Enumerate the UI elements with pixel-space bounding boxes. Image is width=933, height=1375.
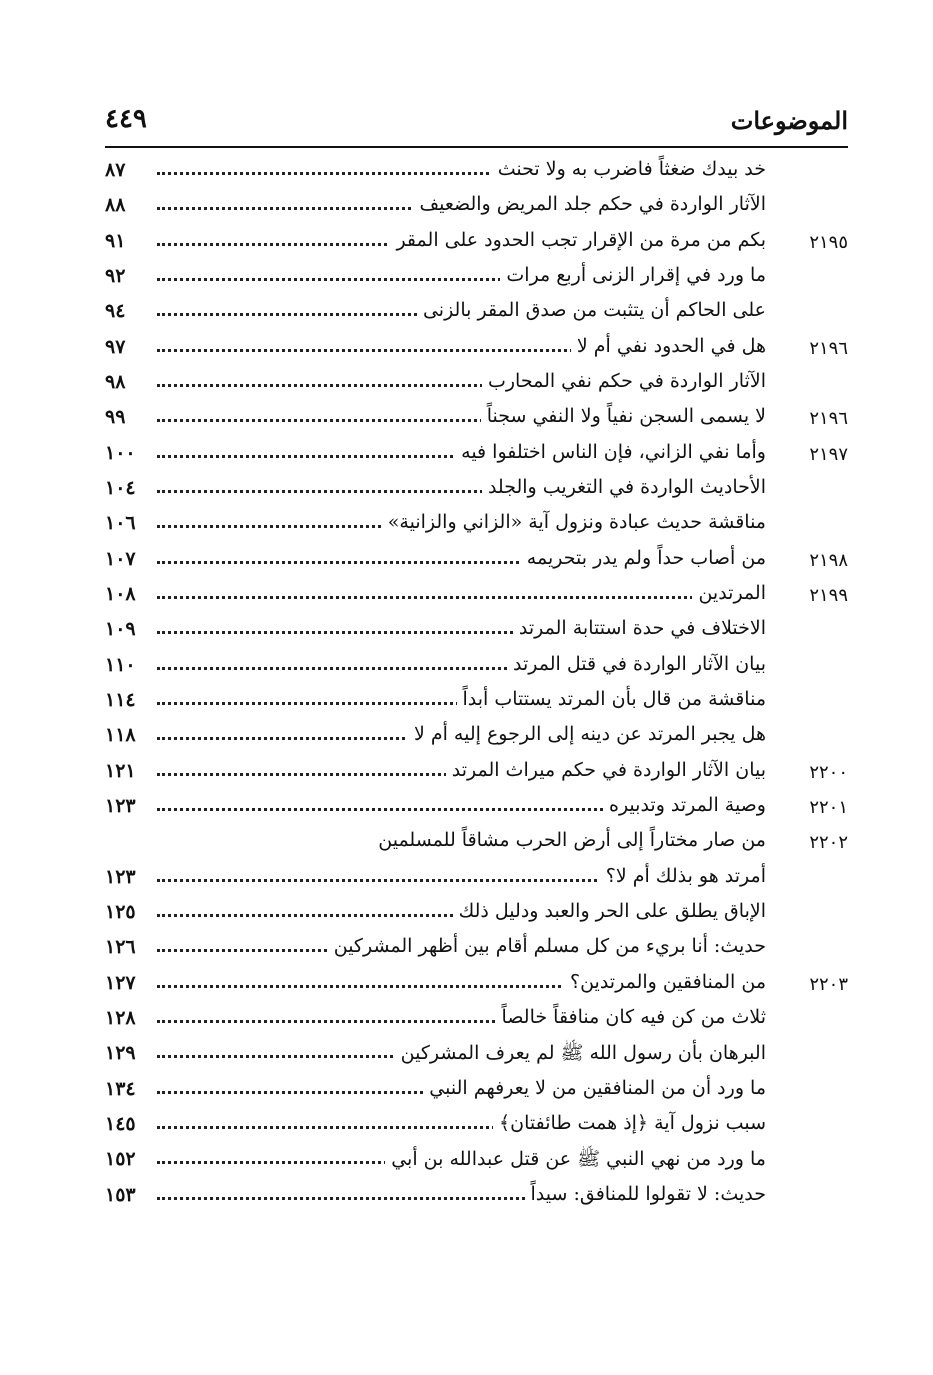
issue-number: ٢١٩٩ [809, 584, 848, 606]
topic-title: من صار مختاراً إلى أرض الحرب مشاقاً للمسلمين [372, 829, 766, 851]
topic-title: الأحاديث الواردة في التغريب والجلد [482, 476, 766, 498]
topic-page-number: ١١٠ [105, 653, 136, 676]
issue-number: ٢٢٠١ [809, 796, 848, 818]
issue-number: ٢١٩٥ [809, 231, 848, 253]
topic-page-number: ١١٤ [105, 688, 136, 711]
topic-title: بيان الآثار الواردة في حكم ميراث المرتد [446, 759, 766, 781]
toc-row [105, 191, 848, 225]
toc-row [105, 757, 848, 791]
topic-title: هل في الحدود نفي أم لا [571, 335, 766, 357]
page-number: ٤٤٩ [105, 104, 147, 134]
topic-page-number: ٨٨ [105, 194, 126, 217]
topic-title: الاختلاف في حدة استتابة المرتد [513, 617, 766, 639]
issue-number: ٢١٩٦ [809, 337, 848, 359]
topic-page-number: ٩٨ [105, 370, 126, 393]
topic-title: ثلاث من كن فيه كان منافقاً خالصاً [496, 1006, 766, 1028]
topic-title: حديث: لا تقولوا للمنافق: سيداً [525, 1183, 766, 1205]
toc-row [105, 1181, 848, 1215]
topic-page-number: ٩٩ [105, 406, 126, 429]
topic-page-number: ٩٢ [105, 264, 126, 287]
toc-row [105, 827, 848, 861]
issue-number: ٢١٩٧ [809, 443, 848, 465]
toc-row [105, 474, 848, 508]
issue-number: ٢١٩٦ [809, 408, 848, 430]
topic-title: ما ورد أن من المنافقين من لا يعرفهم النبي [423, 1077, 766, 1099]
topic-page-number: ١٠٦ [105, 512, 136, 535]
toc-row [105, 403, 848, 437]
topic-title: بيان الآثار الواردة في قتل المرتد [507, 653, 766, 675]
topic-title: من أصاب حداً ولم يدر بتحريمه [521, 547, 766, 569]
toc-row [105, 1110, 848, 1144]
toc-row [105, 1145, 848, 1179]
topic-title: ما ورد في إقرار الزنى أربع مرات [500, 264, 766, 286]
issue-number: ٢٢٠٢ [809, 832, 848, 854]
toc-row [105, 1039, 848, 1073]
topic-page-number: ٩١ [105, 229, 126, 252]
toc-row [105, 651, 848, 685]
topic-page-number: ١٢٣ [105, 865, 136, 888]
toc-row [105, 368, 848, 402]
page-title: الموضوعات [730, 106, 848, 135]
toc-row [105, 262, 848, 296]
topic-page-number: ١٢٨ [105, 1006, 136, 1029]
toc-row [105, 297, 848, 331]
toc-row [105, 686, 848, 720]
toc-row [105, 439, 848, 473]
topic-title: مناقشة حديث عبادة ونزول آية «الزاني والزانية» [382, 511, 766, 533]
topic-title: الآثار الواردة في حكم جلد المريض والضعيف [413, 193, 766, 215]
topic-page-number: ١٠٠ [105, 441, 136, 464]
topic-page-number: ١٢٧ [105, 971, 136, 994]
toc-row [105, 615, 848, 649]
topic-page-number: ١١٨ [105, 724, 136, 747]
toc-row [105, 545, 848, 579]
toc-row [105, 1075, 848, 1109]
topic-title: سبب نزول آية ﴿إذ همت طائفتان﴾ [493, 1112, 766, 1134]
topic-page-number: ١٢١ [105, 759, 136, 782]
topic-title: وأما نفي الزاني، فإن الناس اختلفوا فيه [455, 441, 766, 463]
header-rule [105, 146, 848, 148]
topic-page-number: ١٢٦ [105, 936, 136, 959]
topic-page-number: ٩٧ [105, 335, 126, 358]
topic-page-number: ١٤٥ [105, 1112, 136, 1135]
topic-title: المرتدين [692, 582, 766, 604]
topic-page-number: ١٣٤ [105, 1077, 136, 1100]
topic-title: بكم من مرة من الإقرار تجب الحدود على المقر [390, 229, 766, 251]
topic-page-number: ١٢٥ [105, 900, 136, 923]
topic-title: أمرتد هو بذلك أم لا؟ [600, 865, 766, 887]
toc-row [105, 898, 848, 932]
toc-row [105, 721, 848, 755]
dot-leader [157, 596, 758, 599]
toc-row [105, 156, 848, 190]
topic-page-number: ٨٧ [105, 159, 126, 181]
toc-row [105, 509, 848, 543]
topic-title: لا يسمى السجن نفياً ولا النفي سجناً [481, 405, 766, 427]
toc-row [105, 333, 848, 367]
topic-title: ما ورد من نهي النبي ﷺ عن قتل عبدالله بن أبي [385, 1147, 766, 1175]
topic-title: من المنافقين والمرتدين؟ [564, 971, 766, 993]
topic-page-number: ٩٤ [105, 300, 126, 323]
topic-page-number: ١٠٩ [105, 618, 136, 641]
topic-page-number: ١٠٨ [105, 582, 136, 605]
issue-number: ٢١٩٨ [809, 549, 848, 571]
topic-title: الآثار الواردة في حكم نفي المحارب [482, 370, 766, 392]
topic-title: حديث: أنا بريء من كل مسلم أقام بين أظهر المشركين [328, 935, 766, 957]
topic-page-number: ١٢٣ [105, 794, 136, 817]
topic-title: الإباق يطلق على الحر والعبد ودليل ذلك [453, 900, 766, 922]
topic-title: وصية المرتد وتدبيره [603, 794, 766, 816]
topic-page-number: ١٢٩ [105, 1042, 136, 1065]
toc-row [105, 1004, 848, 1038]
topic-title: على الحاكم أن يتثبت من صدق المقر بالزنى [417, 299, 766, 321]
topic-page-number: ١٥٣ [105, 1183, 136, 1206]
toc-row [105, 863, 848, 897]
issue-number: ٢٢٠٣ [809, 973, 848, 995]
page-header [105, 100, 848, 140]
topic-title: هل يجبر المرتد عن دينه إلى الرجوع إليه أم لا [408, 723, 766, 745]
toc-row [105, 580, 848, 614]
topic-title: مناقشة من قال بأن المرتد يستتاب أبداً [457, 688, 767, 710]
topic-page-number: ١٥٢ [105, 1148, 136, 1171]
toc-row [105, 933, 848, 967]
issue-number: ٢٢٠٠ [809, 761, 848, 783]
topic-page-number: ١٠٧ [105, 547, 136, 570]
topic-title: البرهان بأن رسول الله ﷺ لم يعرف المشركين [395, 1041, 766, 1069]
toc-row [105, 969, 848, 1003]
topic-page-number: ١٠٤ [105, 476, 136, 499]
topic-title: خد بيدك ضغثاً فاضرب به ولا تحنث [492, 158, 766, 180]
toc-row [105, 227, 848, 261]
toc-row [105, 792, 848, 826]
